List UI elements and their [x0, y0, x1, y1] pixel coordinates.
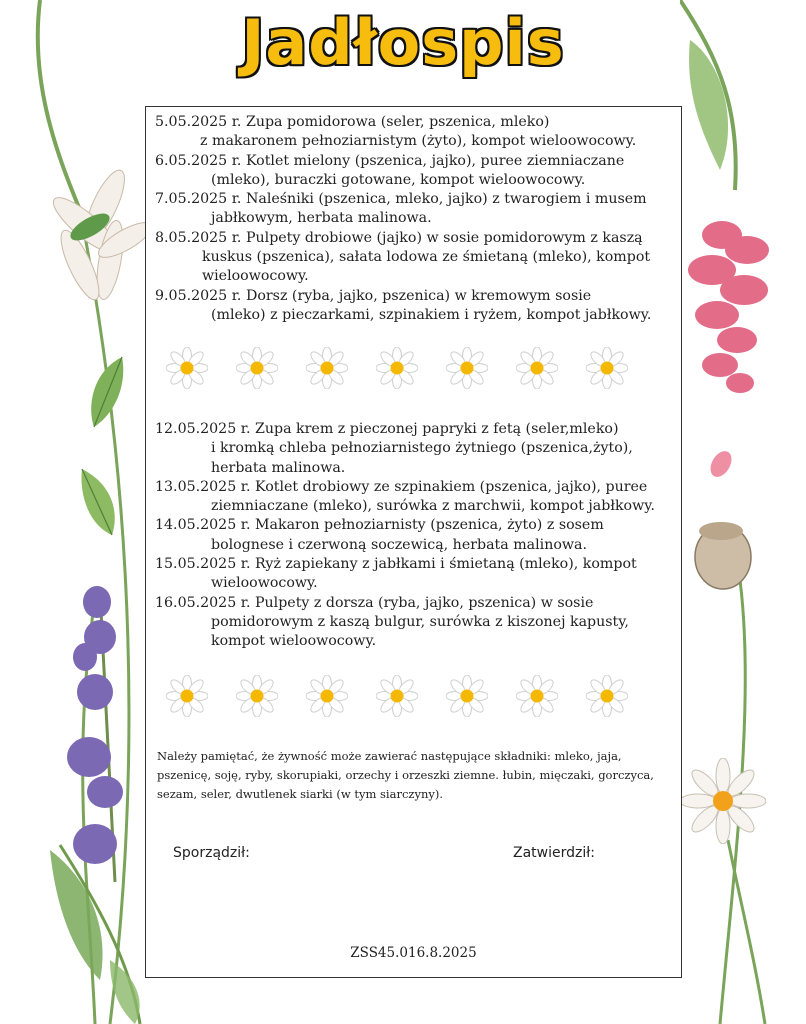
menu-dish: Kotlet drobiowy ze szpinakiem (pszenica, jajko), puree: [255, 478, 648, 495]
menu-entry: [155, 113, 673, 152]
daisy-icon: [446, 675, 488, 717]
menu-entry: [155, 478, 673, 517]
menu-dish: Zupa pomidorowa (seler, pszenica, mleko): [245, 114, 550, 130]
menu-dish-continuation: bolognese i czerwoną soczewicą, herbata malinowa.: [211, 536, 587, 553]
menu-dish: Ryż zapiekany z jabłkami i śmietaną (mleko), kompot: [255, 556, 637, 573]
daisy-icon: [306, 347, 348, 389]
menu-dish: Zupa krem z pieczonej papryki z fetą (seler,mleko): [255, 421, 619, 437]
green-leaf-decoration: [82, 352, 132, 432]
lavender-decoration: [55, 582, 150, 882]
week1-menu: [155, 113, 673, 325]
daisy-icon: [236, 347, 278, 389]
daisy-icon: [516, 675, 558, 717]
menu-dish-continuation: z makaronem pełnoziarnistym (żyto), kompot wieloowocowy.: [200, 133, 637, 150]
menu-date: 5.05.2025 r.: [155, 114, 242, 130]
document-code: ZSS45.016.8.2025: [350, 945, 477, 961]
pink-flower-decoration: [682, 215, 782, 395]
menu-date: 14.05.2025 r.: [155, 517, 251, 534]
daisy-icon: [376, 347, 418, 389]
menu-title: Jadłospis: [241, 6, 565, 79]
daisy-icon: [586, 675, 628, 717]
menu-entry: [155, 516, 673, 555]
allergen-note: Należy pamiętać, że żywność może zawierać następujące składniki: mleko, jaja, pszenicę, soję, ryby, skorupiaki, orzechy i orzeszki ziemne. łubin, mięczaki, gorczyca, sezam, seler, dwutlenek siarki (w tym siarczyny).: [157, 749, 654, 801]
menu-dish: Kotlet mielony (pszenica, jajko), puree ziemniaczane: [245, 152, 625, 169]
approved-by-label: Zatwierdził:: [513, 845, 595, 861]
menu-date: 6.05.2025 r.: [155, 152, 242, 169]
menu-entry: [155, 190, 673, 229]
menu-dish-continuation: ziemniaczane (mleko), surówka z marchwii, kompot jabłkowy.: [211, 498, 655, 515]
daisy-icon: [586, 347, 628, 389]
menu-dish-continuation: jabłkowym, herbata malinowa.: [211, 210, 432, 227]
right-daisy-decoration: [680, 758, 766, 844]
daisy-icon: [166, 347, 208, 389]
menu-dish: Naleśniki (pszenica, mleko, jajko) z twarogiem i musem: [245, 191, 647, 208]
poppy-seed-pod-decoration: [688, 515, 758, 595]
right-stem-decoration: [680, 0, 806, 1024]
menu-dish-continuation: wieloowocowy.: [211, 575, 318, 592]
menu-dish: Dorsz (ryba, jajko, pszenica) w kremowym sosie: [245, 287, 592, 304]
daisy-icon: [306, 675, 348, 717]
prepared-by-label: Sporządził:: [173, 845, 250, 861]
menu-date: 9.05.2025 r.: [155, 287, 242, 304]
bottom-left-leaves-decoration: [40, 840, 150, 1024]
daisy-divider: [166, 675, 628, 717]
menu-entry: [155, 287, 673, 326]
menu-dish-continuation: kuskus (pszenica), sałata lodowa ze śmietaną (mleko), kompot wieloowocowy.: [202, 249, 651, 285]
menu-dish-continuation: pomidorowym z kaszą bulgur, surówka z kiszonej kapusty, kompot wieloowocowy.: [211, 613, 629, 650]
menu-entry: [155, 420, 673, 478]
menu-dish-continuation: i kromką chleba pełnoziarnistego żytniego (pszenica,żyto), herbata malinowa.: [211, 440, 633, 476]
menu-dish: Makaron pełnoziarnisty (pszenica, żyto) z sosem: [255, 517, 604, 534]
daisy-divider: [166, 347, 628, 389]
menu-entry: [155, 152, 673, 191]
daisy-icon: [376, 675, 418, 717]
menu-date: 15.05.2025 r.: [155, 556, 251, 573]
menu-dish: Pulpety drobiowe (jajko) w sosie pomidorowym z kaszą: [245, 229, 643, 246]
menu-entry: [155, 594, 673, 652]
menu-date: 12.05.2025 r.: [155, 421, 251, 437]
menu-entry: [155, 555, 673, 594]
menu-date: 7.05.2025 r.: [155, 191, 242, 208]
menu-dish: Pulpety z dorsza (ryba, jajko, pszenica) w sosie: [255, 594, 594, 611]
green-leaf-decoration: [74, 465, 124, 540]
menu-sheet: [145, 106, 682, 978]
daisy-icon: [236, 675, 278, 717]
daisy-icon: [166, 675, 208, 717]
menu-date: 13.05.2025 r.: [155, 478, 251, 495]
menu-date: 8.05.2025 r.: [155, 229, 242, 246]
daisy-icon: [516, 347, 558, 389]
menu-entry: [155, 229, 673, 287]
menu-dish-continuation: (mleko), buraczki gotowane, kompot wieloowocowy.: [211, 171, 586, 188]
menu-date: 16.05.2025 r.: [155, 594, 251, 611]
menu-dish-continuation: (mleko) z pieczarkami, szpinakiem i ryżem, kompot jabłkowy.: [211, 306, 652, 323]
white-lily-decoration: [30, 165, 145, 330]
daisy-icon: [446, 347, 488, 389]
week2-menu: [155, 420, 673, 652]
pink-petal-decoration: [705, 448, 737, 480]
